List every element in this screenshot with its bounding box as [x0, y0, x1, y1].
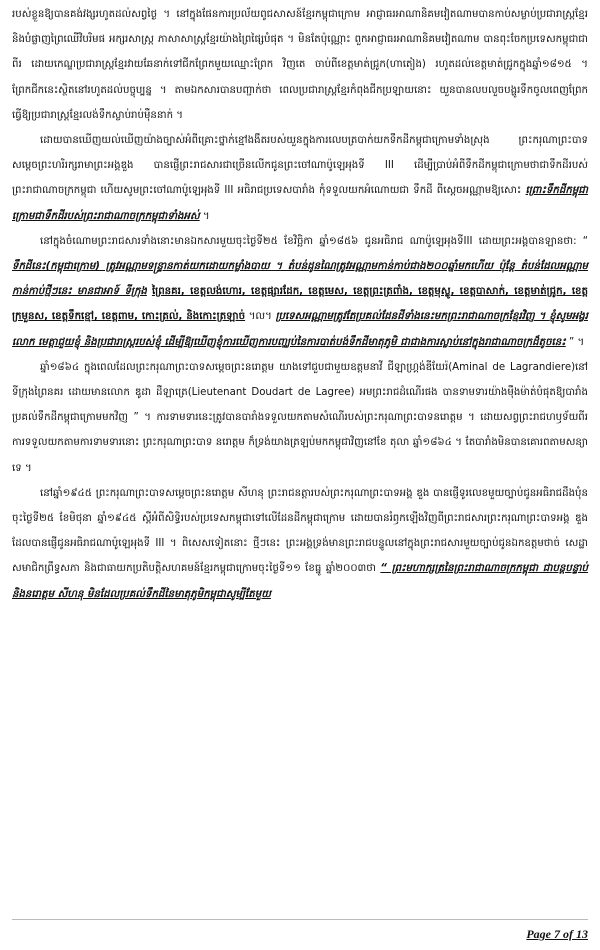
paragraph-3-close: ” ។ [565, 336, 585, 348]
paragraph-5-text: នៅឆ្នាំ១៩៤៥ ព្រះករុណាព្រះបាទសម្ដេចព្រះនរោត្តម សីហនុ ព្រះរាជនត្តារបស់ព្រះករុណាព្រះបាទអង្គ ឌួង បានផ្ញើទូរលេខមួយច្បាប់ជូនអធិរាជដឹងបុំន ចុះថ្ងៃទី២៥ ខែមិថុនា ឆ្នាំ១៩៤៥ ស្តីអំពីសិទ្ធិរបស់ប្រទេសកម្ពុជាទៅលើដែនដីកម្ពុជាក្រោម ដោយបានរំឭកឡើងវិញពីព្រះរាជសារព្រះករុណាព្រះបាទអង្គ ឌួង ដែលបានផ្ញើជូនអធិរាជណាប៉ូឡេអុងទី III ។ ពិសេសទៀតនោះ ថ្មីៗនេះ ព្រះអង្គទ្រង់មានព្រះរាជបន្ទូលនៅក្នុងព្រះរាជសារមួយច្បាប់ជូនឯកឧត្តមថាច់ សេដ្ឋា សមាជិកព្រឹទ្ធសភា និងជាធាយកប្រតិបត្តិសហគមន៍ខ្មែរកម្ពុជាក្រោមចុះថ្ងៃទី១១ ខែធ្នូ ឆ្នាំ២០០៣ថា [12, 487, 588, 575]
paragraph-5 [12, 481, 588, 607]
paragraph-5-quote: “ ព្រះមហាក្សត្រនៃព្រះរាជាណាចក្រកម្ពុជា ជាបន្តបន្ទាប់ និងនរោត្តម សីហនុ មិនដែលប្រគល់ទឹកដីនៃមាតុភូមិកម្ពុជាសូម្បីតែមួយ [12, 563, 589, 600]
paragraph-3 [12, 229, 588, 355]
paragraph-3-intro: នៅក្នុងចំណោមព្រះរាជសារទាំងនោះមានឯកសារមួយចុះថ្ងៃទី២៥ ខែវិច្ឆិកា ឆ្នាំ១៨៥៦ ជូនអធិរាជ ណាប៉ូឡេអុងទីIII ដោយព្រះអង្គបានឡានថា: “ [40, 235, 588, 247]
paragraph-3-etc: ។ល។ [245, 311, 276, 323]
paragraph-3-province-list: ព្រៃនគរ, ខេត្តលង់ហោរ, ខេត្តផ្សារដែក, ខេត្តមេស, ខេត្តព្រះត្រពាំង, ខេត្តមុស្លូ, ខេត្តបាសាក់, ខេត្តមាត់ជ្រូក, ខេត្តក្រមួនស, ខេត្តទឹកខ្មៅ, ខេត្តពាម, កោះត្រល់, និងកោះត្រឡាច់ [12, 286, 588, 323]
paragraph-2-end: ។ [199, 210, 210, 222]
page-number: Page 7 of 13 [526, 927, 588, 941]
paragraph-2-text: ដោយបានឃើញយល់ឃើញយ៉ាងច្បាស់អំពីគ្រោះថ្នាក់ខ្មៅងងឹតរបស់យួនក្នុងការលេបត្របាក់យកទឹកដីកម្ពុជាក្រោមទាំងស្រុង ព្រះករុណាព្រះបាទសម្ដេចព្រះហរិរក្សរាមាព្រះអង្គឌួង បានផ្ញើព្រះរាជសារជាច្រើនលើកជូនព្រះចៅណាប៉ូឡេអុងទី III ដើម្បីប្រាប់អំពីទឹកដីកម្ពុជាក្រោមថាជាទឹកដីរបស់ព្រះរាជាណាចក្រកម្ពុជា ហើយសូមព្រះចៅណាប៉ូឡេអុងទី III អធិរាជប្រទេសបារាំង កុំទទួលយកអំណោយជា ទឹកដី ពីស្ដេចអណ្ណាមឱ្យសោះ [12, 135, 588, 197]
paragraph-1: របស់ខ្លួនឱ្យបានគង់វង្សរហូតដល់សព្វថ្ងៃ ។ នៅក្នុងផែនការប្រល័យពូជសាសន៍ខ្មែរកម្ពុជាក្រោម អាជ្ញាធរអាណានិគមវៀតណាមបានកាប់សម្លាប់ប្រជារាស្ត្រខ្មែរ និងបំផ្លាញព្រៃឈើវិបរិមផ អក្សរសាស្ត្រ ភាសាសាស្ត្រខ្មែរយ៉ាងព្រៃផ្សៃបំផុត ។ មិនតែប៉ុណ្ណោះ ពួកអាជ្ញាធរអាណានិគមវៀតណាម បានពុះចែកប្រទេសកម្ពុជាជាពីរ ដោយកេណ្ឌប្រជារាស្ត្រខ្មែរវាយឆែនាក់ទៅជីកព្រែកមួយឈ្មោះព្រែក វិញតេ ចាប់ពីខេត្តមាត់ជ្រូក(ហាតៀង) រហូតដល់ខេត្តមាត់ជ្រូកក្នុងឆ្នាំ១៨១៥ ។ ព្រែកជីកនេះស្ថិតនៅរហូតដល់បច្ចុប្បន្ន ។ តាមឯកសារបានបញ្ជាក់ថា ពេលប្រជារាស្ត្រខ្មែរកំពុងជីកប្រឡាយនោះ យួនបានលបលួចបង្ហូរទឹកចូលពេញព្រែកធ្វើឱ្យប្រជារាស្ត្រខ្មែរលង់ទឹកស្លាប់រាប់ម៉ឺននាក់ ។ [12, 9, 588, 121]
footer-divider [12, 919, 588, 920]
paragraph-2 [12, 128, 588, 229]
paragraph-2-emphasis: ព្រោះទឹកដីកម្ពុជាក្រោមជាទឹកដីរបស់ព្រះរាជាណាចក្រកម្ពុជាទាំងអស់ [12, 185, 588, 222]
paragraph-4: ឆ្នាំ១៨៦៤ ក្នុងពេលដែលព្រះករុណាព្រះបាទសម្ដេចព្រះនរោត្តម យាងទៅជួបជាមួយឧត្តមនាវី ជីឡាហ្គ្រង់ឌីយែរ៉(Aminal de Lagrandiere)នៅទីក្រុងព្រៃនគរ ដោយមានលោក ឌូដា ដឺឡាត្រេ(Lieutenant Doudart de Lagree) អមព្រះរាជដំណើរផង បានទាមទារយ៉ាងម៉ឺងម៉ាត់បំផុតឱ្យបារាំងប្រគល់ទឹកដីកម្ពុជាក្រោមមកវិញ ” ។ ការទាមទារនេះត្រូវបានបារាំងទទួលយកតាមសំណើរបស់ព្រះករុណាព្រះបាទនរោត្តម ។ ដោយសព្វព្រះរាជហឫទ័យពីរការទទួលយកតាមការទាមទារនោះ ព្រះករុណាព្រះបាទ នរោត្តម ក៏ទ្រង់យាងត្រឡប់មកកម្ពុជាវិញនៅខែ តុលា ឆ្នាំ១៨៦៤ ។ តែបារាំងមិនបានគោរពតាមសន្យាទេ ។ [12, 361, 588, 474]
paragraph-3-quote-end: ប្រទេសអណ្ណាមត្រូវតែប្រគល់ដែនដីទាំងនេះមកព្រះរាជាណាចក្រខ្មែរវិញ ។ ខ្ញុំសូមអង្វរលោក មេត្តាជួយខ្ញុំ និងប្រជារាស្ត្ររបស់ខ្ញុំ ដើម្បីឱ្យឃើញខ្ញុំការឃើញការបញ្ឈប់នៃការបាត់បង់ទឹកដីមាតុភូមិ ជាជាងការស្លាប់នៅក្នុងរាជាណាចក្រដ៏តូចនេះ [12, 311, 589, 348]
paragraph-3-quote-start: ទឹកដីនេះ(កម្ពុជាក្រោម) ត្រូវអណ្ណាមទន្ទ្រានកាត់យកដោយកម្លាំងបាយ ។ តំបន់ដូនណៃត្រូវអណ្ណាមកាន់កាប់ជាង២០០ឆ្នាំមកហើយ ប៉ុន្តែ តំបន់ដែលអណ្ណាមកាន់កាប់ថ្មីៗនេះ មានជាអាទ៍ ទីក្រុង [12, 261, 588, 298]
